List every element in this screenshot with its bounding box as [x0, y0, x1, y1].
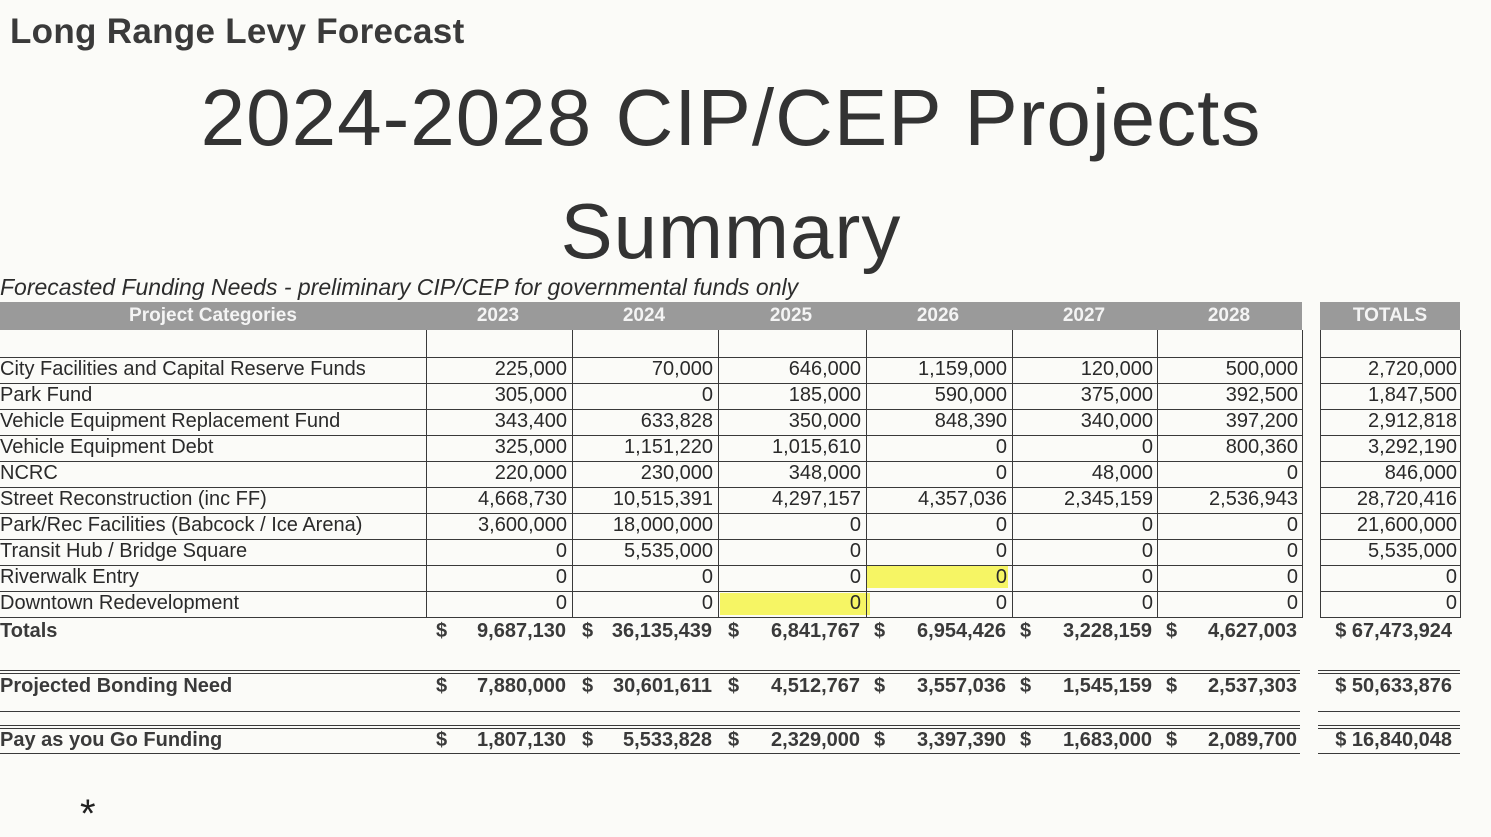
row-label: Park Fund	[0, 384, 93, 406]
table-cell: 5,535,000	[624, 540, 713, 562]
summary-cell: 4,512,767	[771, 675, 860, 697]
currency-sign: $	[874, 620, 886, 642]
table-cell: 2,536,943	[1209, 488, 1298, 510]
page-title: 2024-2028 CIP/CEP Projects	[200, 73, 1262, 162]
summary-divider	[0, 711, 1300, 712]
currency-sign: $	[1166, 675, 1178, 697]
currency-sign: $	[436, 729, 448, 751]
header-year-2027: 2027	[1062, 305, 1106, 326]
table-cell: 70,000	[651, 358, 713, 380]
row-label: Transit Hub / Bridge Square	[0, 540, 248, 562]
summary-divider	[0, 725, 1300, 726]
table-row	[0, 462, 1491, 488]
summary-label: Totals	[0, 620, 58, 642]
table-cell: 846,000	[1384, 462, 1457, 484]
summary-cell: 5,533,828	[623, 729, 712, 751]
table-cell: 0	[995, 462, 1007, 484]
table-cell: 0	[849, 566, 861, 588]
summary-cell: 7,880,000	[477, 675, 566, 697]
summary-cell: 36,135,439	[611, 620, 712, 642]
table-cell: 343,400	[494, 410, 567, 432]
table-cell: 392,500	[1225, 384, 1298, 406]
table-cell: 0	[1286, 592, 1298, 614]
header-year-2028: 2028	[1207, 305, 1251, 326]
table-cell: 0	[995, 540, 1007, 562]
table-cell: 2,345,159	[1064, 488, 1153, 510]
table-row	[0, 436, 1491, 462]
header-totals: TOTALS	[1352, 305, 1428, 326]
table-subtitle: Forecasted Funding Needs - preliminary CIP/CEP for governmental funds only	[0, 274, 799, 300]
table-row	[0, 514, 1491, 540]
table-cell: 0	[555, 592, 567, 614]
summary-label: Pay as you Go Funding	[0, 729, 223, 751]
row-label: Riverwalk Entry	[0, 566, 139, 588]
table-cell: 848,390	[934, 410, 1007, 432]
summary-cell: 1,683,000	[1063, 729, 1152, 751]
summary-total: $ 67,473,924	[1335, 620, 1452, 642]
table-row	[0, 566, 1491, 592]
row-label: Street Reconstruction (inc FF)	[0, 488, 267, 510]
summary-cell: 2,537,303	[1208, 675, 1297, 697]
summary-divider	[0, 670, 1300, 671]
table-cell: 0	[555, 540, 567, 562]
summary-divider	[1318, 711, 1460, 712]
row-label: Vehicle Equipment Debt	[0, 436, 214, 458]
table-cell: 0	[701, 592, 713, 614]
table-cell: 340,000	[1080, 410, 1153, 432]
table-row	[0, 488, 1491, 514]
table-cell: 0	[1141, 592, 1153, 614]
table-cell: 1,151,220	[624, 436, 713, 458]
currency-sign: $	[728, 675, 740, 697]
summary-total: $ 50,633,876	[1335, 675, 1452, 697]
summary-row	[0, 729, 1491, 757]
header-year-2026: 2026	[916, 305, 960, 326]
table-row	[0, 410, 1491, 436]
summary-total: $ 16,840,048	[1335, 729, 1452, 751]
currency-sign: $	[728, 729, 740, 751]
table-cell: 0	[701, 384, 713, 406]
table-cell: 4,357,036	[918, 488, 1007, 510]
summary-divider	[1318, 670, 1460, 671]
footnote-cutoff: *	[80, 792, 98, 836]
table-cell: 500,000	[1225, 358, 1298, 380]
summary-cell: 1,807,130	[477, 729, 566, 751]
table-cell: 10,515,391	[612, 488, 713, 510]
table-cell: 2,912,818	[1368, 410, 1457, 432]
currency-sign: $	[1020, 729, 1032, 751]
header-year-2024: 2024	[622, 305, 666, 326]
table-cell: 375,000	[1080, 384, 1153, 406]
table-cell: 220,000	[494, 462, 567, 484]
summary-cell: 3,397,390	[917, 729, 1006, 751]
table-cell: 348,000	[788, 462, 861, 484]
table-cell: 1,847,500	[1368, 384, 1457, 406]
table-cell: 633,828	[640, 410, 713, 432]
currency-sign: $	[1166, 729, 1178, 751]
currency-sign: $	[436, 620, 448, 642]
summary-cell: 2,329,000	[771, 729, 860, 751]
table-cell: 0	[555, 566, 567, 588]
table-cell: 0	[995, 592, 1007, 614]
table-cell: 230,000	[640, 462, 713, 484]
summary-cell: 4,627,003	[1208, 620, 1297, 642]
table-cell: 185,000	[788, 384, 861, 406]
table-cell: 0	[1286, 462, 1298, 484]
table-cell: 21,600,000	[1356, 514, 1457, 536]
summary-cell: 9,687,130	[477, 620, 566, 642]
table-cell: 1,159,000	[918, 358, 1007, 380]
table-cell: 0	[1286, 566, 1298, 588]
currency-sign: $	[728, 620, 740, 642]
table-cell: 0	[849, 514, 861, 536]
header-project-categories: Project Categories	[129, 305, 297, 326]
table-cell: 350,000	[788, 410, 861, 432]
table-cell: 0	[1445, 566, 1457, 588]
table-cell: 590,000	[934, 384, 1007, 406]
table-cell: 48,000	[1091, 462, 1153, 484]
currency-sign: $	[1020, 675, 1032, 697]
currency-sign: $	[582, 620, 594, 642]
table-cell: 397,200	[1225, 410, 1298, 432]
summary-label: Projected Bonding Need	[0, 675, 233, 697]
table-cell: 28,720,416	[1356, 488, 1457, 510]
table-cell: 3,292,190	[1368, 436, 1457, 458]
table-row	[0, 384, 1491, 410]
table-cell: 1,015,610	[772, 436, 861, 458]
summary-divider	[1318, 673, 1460, 674]
row-label: Downtown Redevelopment	[0, 592, 240, 614]
row-label: City Facilities and Capital Reserve Funds	[0, 358, 366, 380]
table-cell: 0	[1141, 540, 1153, 562]
table-cell: 18,000,000	[612, 514, 713, 536]
table-cell: 3,600,000	[478, 514, 567, 536]
summary-divider	[0, 673, 1300, 674]
table-cell: 0	[1445, 592, 1457, 614]
summary-cell: 2,089,700	[1208, 729, 1297, 751]
currency-sign: $	[1020, 620, 1032, 642]
currency-sign: $	[1166, 620, 1178, 642]
table-cell: 0	[995, 514, 1007, 536]
table-cell: 4,668,730	[478, 488, 567, 510]
table-cell: 0	[849, 540, 861, 562]
summary-cell: 1,545,159	[1063, 675, 1152, 697]
summary-cell: 30,601,611	[613, 675, 712, 697]
table-cell: 800,360	[1225, 436, 1298, 458]
table-cell: 325,000	[494, 436, 567, 458]
header-year-2023: 2023	[476, 305, 520, 326]
row-label: Vehicle Equipment Replacement Fund	[0, 410, 341, 432]
summary-divider	[1318, 725, 1460, 726]
header-year-2025: 2025	[769, 305, 813, 326]
report-kicker: Long Range Levy Forecast	[10, 12, 465, 51]
page-title-line2: Summary	[560, 187, 902, 275]
table-cell: 646,000	[788, 358, 861, 380]
summary-row	[0, 620, 1491, 648]
currency-sign: $	[582, 729, 594, 751]
table-cell: 120,000	[1080, 358, 1153, 380]
table-cell: 0	[1141, 514, 1153, 536]
currency-sign: $	[436, 675, 448, 697]
table-row	[0, 592, 1491, 618]
table-row	[0, 540, 1491, 566]
currency-sign: $	[874, 675, 886, 697]
summary-row	[0, 675, 1491, 703]
summary-cell: 3,557,036	[917, 675, 1006, 697]
table-cell: 0	[1141, 566, 1153, 588]
summary-cell: 6,954,426	[917, 620, 1006, 642]
table-cell: 225,000	[494, 358, 567, 380]
table-cell: 0	[701, 566, 713, 588]
table-cell: 0	[849, 592, 861, 614]
table-cell: 0	[1286, 540, 1298, 562]
table-cell: 5,535,000	[1368, 540, 1457, 562]
table-cell: 0	[995, 566, 1007, 588]
table-cell: 2,720,000	[1368, 358, 1457, 380]
table-row	[0, 358, 1491, 384]
table-cell: 0	[1141, 436, 1153, 458]
table-cell: 0	[995, 436, 1007, 458]
table-cell: 4,297,157	[772, 488, 861, 510]
currency-sign: $	[874, 729, 886, 751]
summary-cell: 6,841,767	[771, 620, 860, 642]
table-cell: 305,000	[494, 384, 567, 406]
table-cell: 0	[1286, 514, 1298, 536]
row-label: NCRC	[0, 462, 58, 484]
currency-sign: $	[582, 675, 594, 697]
summary-cell: 3,228,159	[1063, 620, 1152, 642]
row-label: Park/Rec Facilities (Babcock / Ice Arena)	[0, 514, 363, 536]
